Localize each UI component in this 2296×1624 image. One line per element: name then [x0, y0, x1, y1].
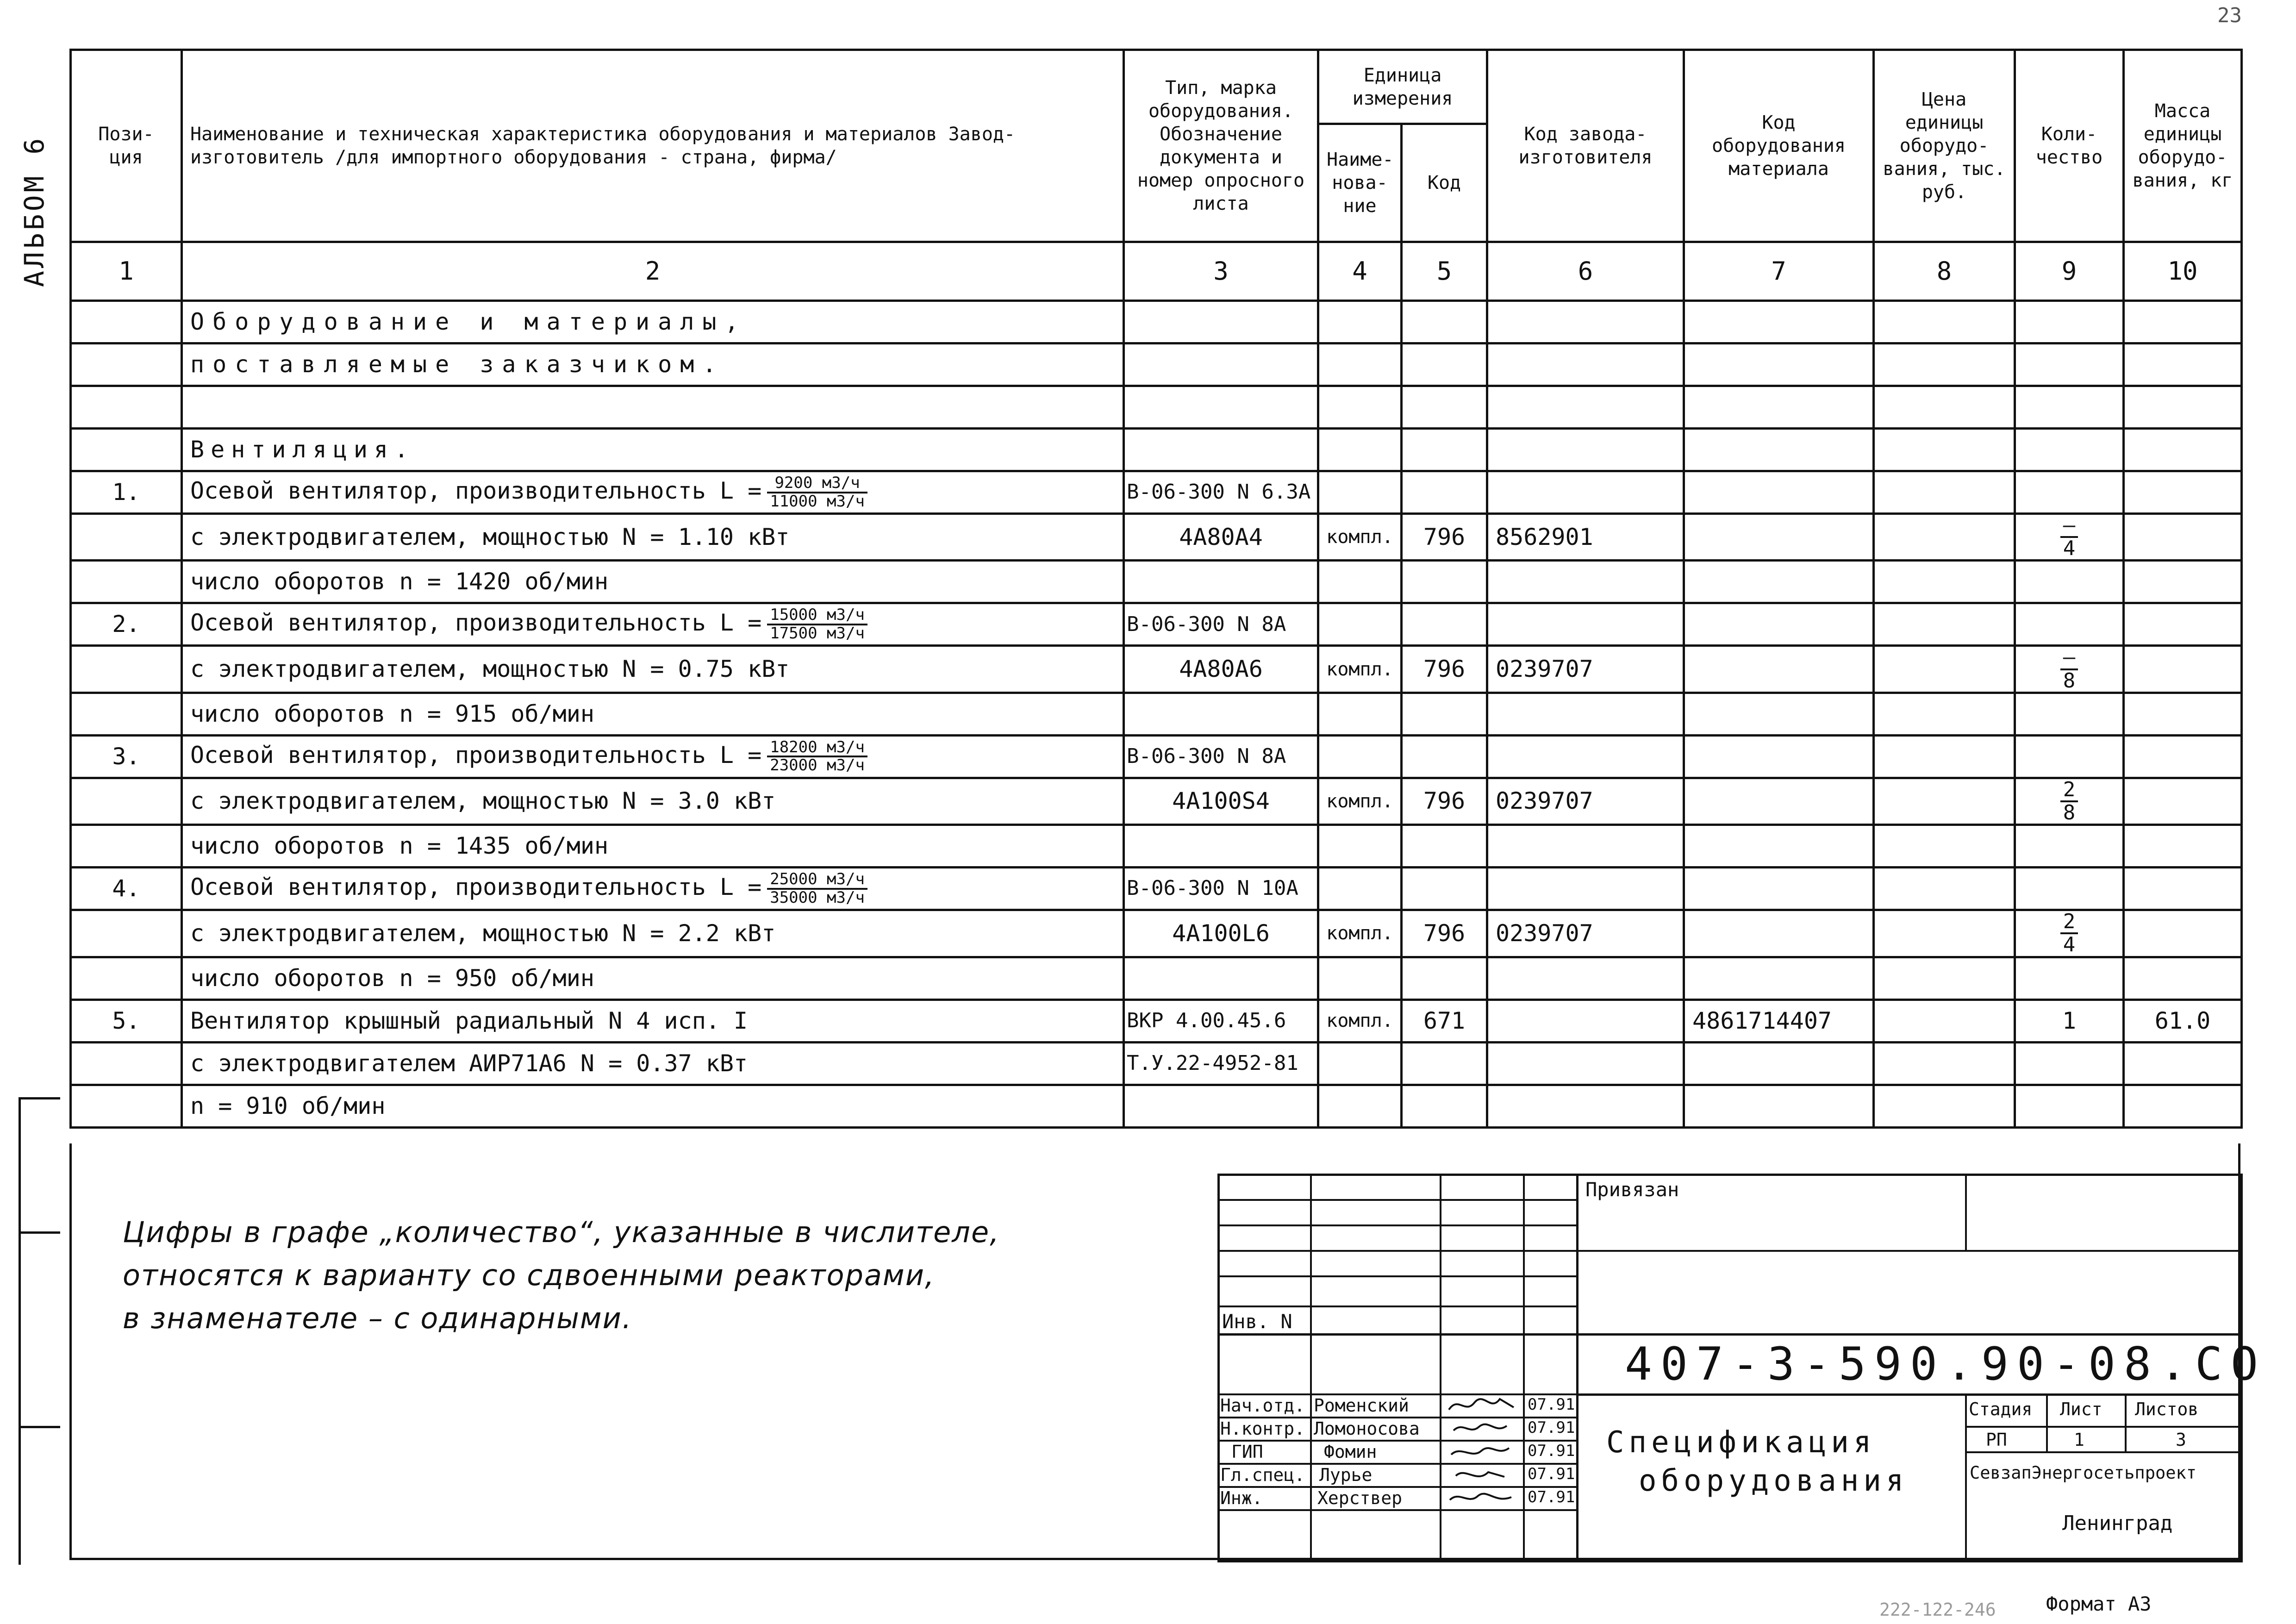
column-number: 4	[1318, 242, 1402, 301]
margin-tick	[19, 1426, 60, 1428]
title-grid-line	[1217, 1250, 1576, 1252]
signature-mark	[1444, 1417, 1518, 1440]
section-heading: Оборудование и материалы,	[182, 301, 1124, 344]
signature-mark	[1444, 1463, 1518, 1486]
item-factory-code: 8562901	[1487, 514, 1684, 561]
table-row	[71, 386, 2242, 429]
item-motor-line: с электродвигателем, мощностью N = 1.10 кВт	[182, 514, 1124, 561]
table-row	[71, 1042, 2242, 1085]
header-price: Цена единицы оборудо- вания, тыс. руб.	[1874, 50, 2015, 242]
column-number: 7	[1684, 242, 1874, 301]
item-motor: 4А100L6	[1124, 910, 1318, 957]
table-row	[71, 344, 2242, 386]
title-grid-line	[1310, 1174, 1312, 1558]
title-grid-line	[1217, 1333, 2238, 1336]
item-type: В-06-300 N 8А	[1124, 603, 1318, 646]
item-type: В-06-300 N 10А	[1124, 868, 1318, 910]
header-unit-code: Код	[1402, 124, 1487, 242]
privyazan-label: Привязан	[1585, 1178, 1679, 1201]
title-grid-line	[1965, 1451, 2238, 1453]
title-grid-line	[1576, 1250, 2238, 1252]
sheet-label: Лист	[2060, 1399, 2103, 1419]
item-unit: компл.	[1318, 999, 1402, 1042]
margin-line	[19, 1097, 21, 1565]
item-position: 4.	[71, 868, 182, 910]
item-type: В-06-300 N 6.3А	[1124, 471, 1318, 514]
margin-tick	[19, 1097, 60, 1099]
item-motor: 4А80А6	[1124, 646, 1318, 693]
flow-fraction: $\frac{15000 м3/ч}{17500 м3/ч}$	[767, 607, 867, 642]
item-unit-code: 796	[1402, 514, 1487, 561]
table-row	[71, 301, 2242, 344]
sheet-value: 1	[2074, 1430, 2084, 1450]
item-motor-line: с электродвигателем, мощностью N = 2.2 кВт	[182, 910, 1124, 957]
corner-page-mark: 23	[2217, 4, 2242, 27]
sheets-label: Листов	[2135, 1399, 2199, 1419]
stage-value: РП	[1986, 1430, 2007, 1450]
item-motor: 4А80А4	[1124, 514, 1318, 561]
margin-tick	[19, 1231, 60, 1234]
column-number: 3	[1124, 242, 1318, 301]
table-row	[71, 693, 2242, 735]
signature-mark	[1444, 1393, 1518, 1417]
item-description: Осевой вентилятор, производительность L = $\frac{25000 м3/ч}{35000 м3/ч}$	[182, 868, 1124, 910]
item-rpm-line: число оборотов n = 1420 об/мин	[182, 561, 1124, 603]
header-quantity: Коли- чество	[2015, 50, 2124, 242]
column-number: 6	[1487, 242, 1684, 301]
item-type: В-06-300 N 8А	[1124, 735, 1318, 778]
flow-fraction: $\frac{18200 м3/ч}{23000 м3/ч}$	[767, 739, 867, 774]
item-description: Вентилятор крышный радиальный N 4 исп. I	[182, 999, 1124, 1042]
signature-mark	[1444, 1486, 1518, 1509]
section-ventilation: Вентиляция.	[182, 429, 1124, 471]
item-quantity: 1	[2015, 999, 2124, 1042]
item-quantity: $\frac{2}{4}$	[2015, 910, 2124, 957]
header-type: Тип, марка оборудования. Обозначение документа и номер опросного листа	[1124, 50, 1318, 242]
item-motor-line: с электродвигателем, мощностью N = 0.75 кВт	[182, 646, 1124, 693]
item-unit-code: 671	[1402, 999, 1487, 1042]
table-row	[71, 735, 2242, 778]
city: Ленинград	[2062, 1512, 2173, 1535]
item-motor-line: с электродвигателем АИР71А6 N = 0.37 кВт	[182, 1042, 1124, 1085]
item-position: 3.	[71, 735, 182, 778]
item-unit-code: 796	[1402, 910, 1487, 957]
item-position: 2.	[71, 603, 182, 646]
column-number: 2	[182, 242, 1124, 301]
table-row	[71, 561, 2242, 603]
item-quantity: $\frac{2}{8}$	[2015, 778, 2124, 824]
table-row	[71, 825, 2242, 868]
header-position: Пози- ция	[71, 50, 182, 242]
item-rpm-line: число оборотов n = 915 об/мин	[182, 693, 1124, 735]
stage-label: Стадия	[1969, 1399, 2033, 1419]
specification-table	[69, 49, 2243, 1129]
header-unit-name: Наиме- нова- ние	[1318, 124, 1402, 242]
title-grid-line	[1576, 1174, 1578, 1558]
item-quantity: $\frac{-}{4}$	[2015, 514, 2124, 561]
item-description: Осевой вентилятор, производительность L = $\frac{18200 м3/ч}{23000 м3/ч}$	[182, 735, 1124, 778]
table-row	[71, 471, 2242, 514]
table-row	[71, 603, 2242, 646]
title-grid-line	[1576, 1393, 2238, 1396]
item-position: 5.	[71, 999, 182, 1042]
title-grid-line	[1217, 1275, 1576, 1277]
item-equipment-code: 4861714407	[1684, 999, 1874, 1042]
item-quantity: $\frac{-}{8}$	[2015, 646, 2124, 693]
table-row	[71, 957, 2242, 999]
table-row	[71, 999, 2242, 1042]
signature-mark	[1444, 1440, 1518, 1463]
table-row	[71, 429, 2242, 471]
flow-fraction: $\frac{25000 м3/ч}{35000 м3/ч}$	[767, 871, 867, 906]
item-type: ВКР 4.00.45.6	[1124, 999, 1318, 1042]
item-factory-code: 0239707	[1487, 646, 1684, 693]
table-row	[71, 646, 2242, 693]
column-number: 10	[2124, 242, 2242, 301]
album-label: АЛЬБОМ 6	[19, 135, 50, 287]
table-row	[71, 868, 2242, 910]
title-grid-line	[1965, 1174, 1967, 1250]
item-unit: компл.	[1318, 514, 1402, 561]
title-grid-line	[1217, 1440, 1576, 1442]
item-mass: 61.0	[2124, 999, 2242, 1042]
document-title: Спецификация оборудования	[1606, 1425, 1909, 1499]
table-row	[71, 778, 2242, 824]
faint-code: 222-122-246	[1879, 1599, 1996, 1620]
item-factory-code: 0239707	[1487, 910, 1684, 957]
header-mass: Масса единицы оборудо- вания, кг	[2124, 50, 2242, 242]
item-rpm-line: число оборотов n = 1435 об/мин	[182, 825, 1124, 868]
sheets-value: 3	[2176, 1430, 2186, 1450]
item-unit-code: 796	[1402, 646, 1487, 693]
organization: СевзапЭнергосетьпроект	[1970, 1463, 2197, 1483]
column-number: 9	[2015, 242, 2124, 301]
column-number-row	[71, 242, 2242, 301]
title-grid-line	[1523, 1174, 1525, 1558]
title-grid-line	[1217, 1509, 1576, 1511]
item-motor: 4А100S4	[1124, 778, 1318, 824]
item-rpm-line: число оборотов n = 950 об/мин	[182, 957, 1124, 999]
table-row	[71, 910, 2242, 957]
column-number: 1	[71, 242, 182, 301]
item-unit: компл.	[1318, 910, 1402, 957]
header-factory-code: Код завода-изготовителя	[1487, 50, 1684, 242]
title-grid-line	[2046, 1393, 2048, 1451]
section-heading: поставляемые заказчиком.	[182, 344, 1124, 386]
item-unit-code: 796	[1402, 778, 1487, 824]
item-rpm-line: n = 910 об/мин	[182, 1085, 1124, 1127]
sheet-format: Формат А3	[2046, 1593, 2152, 1615]
title-grid-line	[1965, 1426, 2238, 1428]
table-row	[71, 514, 2242, 561]
column-number: 8	[1874, 242, 2015, 301]
title-grid-line	[1217, 1199, 1576, 1201]
header-equipment-code: Код оборудования материала	[1684, 50, 1874, 242]
inventory-label: Инв. N	[1222, 1310, 1292, 1333]
flow-fraction: $\frac{9200 м3/ч}{11000 м3/ч}$	[767, 475, 867, 510]
item-unit: компл.	[1318, 646, 1402, 693]
item-document: Т.У.22-4952-81	[1124, 1042, 1318, 1085]
quantity-note: Цифры в графе „количество“, указанные в числителе, относятся к варианту со сдвоенными реакторами, в знаменателе – с одинарными.	[123, 1215, 1000, 1335]
title-grid-line	[1217, 1305, 1576, 1307]
title-grid-line	[1440, 1174, 1441, 1558]
column-number: 5	[1402, 242, 1487, 301]
document-code: 407-3-590.90-08.СО	[1625, 1338, 2267, 1391]
item-position: 1.	[71, 471, 182, 514]
header-name: Наименование и техническая характеристика оборудования и материалов Завод-изготовитель /для импортного оборудования - страна, фирма/	[182, 50, 1124, 242]
item-motor-line: с электродвигателем, мощностью N = 3.0 кВт	[182, 778, 1124, 824]
frame-left	[69, 1143, 72, 1560]
title-grid-line	[2125, 1393, 2127, 1451]
header-unit-group: Единица измерения	[1318, 50, 1487, 124]
item-description: Осевой вентилятор, производительность L = $\frac{15000 м3/ч}{17500 м3/ч}$	[182, 603, 1124, 646]
table-row	[71, 1085, 2242, 1127]
title-grid-line	[1217, 1224, 1576, 1226]
title-grid-line	[1965, 1393, 1967, 1558]
item-factory-code: 0239707	[1487, 778, 1684, 824]
item-description: Осевой вентилятор, производительность L = $\frac{9200 м3/ч}{11000 м3/ч}$	[182, 471, 1124, 514]
item-unit: компл.	[1318, 778, 1402, 824]
